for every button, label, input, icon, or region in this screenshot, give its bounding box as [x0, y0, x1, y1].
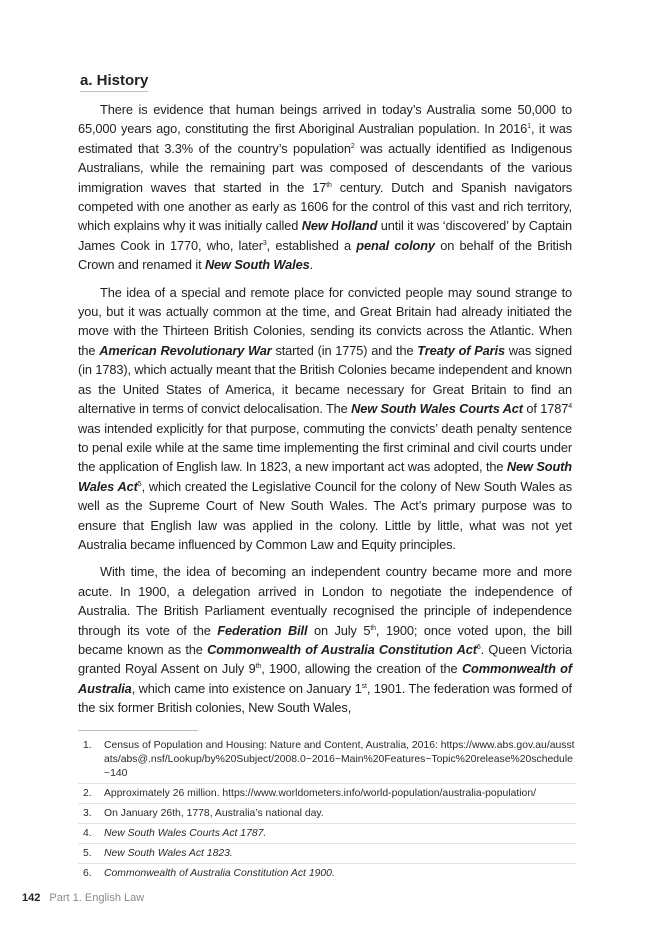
emphasis-term: New South Wales — [204, 257, 310, 273]
footnote-item — [78, 844, 576, 864]
footnote-ref: 4 — [568, 403, 573, 411]
text-run: , 1901. The federation was formed of the six former British colonies, New South Wales, — [78, 680, 572, 716]
page-number: 142 — [22, 892, 41, 904]
footnote-ref: th — [255, 663, 262, 671]
footnote-ref: 3 — [262, 239, 267, 247]
footnote-text: New South Wales Courts Act 1787. — [104, 827, 267, 839]
paragraph — [78, 562, 572, 717]
emphasis — [205, 257, 310, 272]
emphasis-term: Commonwealth of Australia Constitution Act — [207, 641, 477, 657]
footnote-number: 1. — [83, 739, 92, 751]
text-run: started (in 1775) and the — [271, 342, 418, 358]
section-heading: a. History — [80, 72, 148, 92]
text-run: was actually identified as Indigenous Australians, while the remaining part was composed of descendants of the various immigration waves that started in the 17 — [78, 140, 572, 195]
emphasis-term: New South Wales Courts Act — [351, 401, 523, 417]
text-run: . Queen Victoria granted Royal Assent on July 9 — [78, 641, 572, 677]
text-run: was signed (in 1783), which actually meant that the British Colonies became independent and known as the United States of America, it became necessary for Great Britain to find an alternative in terms of convict delocalisation. The — [78, 342, 572, 417]
emphasis-term: New Holland — [301, 218, 378, 234]
footnote-item — [78, 736, 576, 784]
running-title: Part 1. English Law — [49, 892, 145, 904]
footnote-item — [78, 784, 576, 804]
text-run: on July 5 — [307, 622, 371, 638]
emphasis — [99, 343, 271, 358]
footnote-number: 4. — [83, 827, 92, 839]
emphasis — [356, 238, 435, 253]
text-run: The idea of a special and remote place for convicted people may sound strange to you, but it was actually common at the time, and Great Britain had already initiated the move with the Thirteen British Colonies, sending its convicts across the Atlantic. When the — [78, 284, 572, 358]
footnote-number: 5. — [83, 847, 92, 859]
footnote-text: On January 26th, 1778, Australia’s national day. — [104, 807, 324, 819]
footnote-item — [78, 804, 576, 824]
text-run: , 1900, allowing the creation of the — [261, 661, 462, 677]
emphasis-term: American Revolutionary War — [99, 342, 272, 358]
page-body — [78, 72, 572, 726]
footnote-ref: th — [326, 181, 332, 189]
emphasis — [217, 623, 307, 638]
text-run: was intended explicitly for that purpose, commuting the convicts’ death penalty sentence to penal exile while at the same time implementing the first criminal and civil courts under the application of English law. In 1823, a new important act was adopted, the — [78, 420, 572, 475]
text-run: of 1787 — [522, 401, 569, 417]
emphasis — [207, 642, 477, 657]
footnote-text: Census of Population and Housing: Nature and Content, Australia, 2016: https://www.abs.gov.au/ausstats/abs@.nsf/Lookup/by%20Subject/2008.0~2016~Main%20Features~Topic%20release%20schedule~140 — [104, 739, 575, 779]
footnote-ref: th — [370, 624, 376, 632]
emphasis-term: Federation Bill — [217, 622, 308, 638]
footnote-number: 6. — [83, 867, 92, 879]
footnote-item — [78, 824, 576, 844]
footnote-number: 2. — [83, 787, 92, 799]
emphasis — [302, 218, 378, 233]
footnote-ref: st — [361, 682, 367, 690]
emphasis — [417, 343, 505, 358]
paragraph — [78, 283, 572, 555]
emphasis-term: Commonwealth of Australia — [78, 661, 572, 696]
footnote-item — [78, 864, 576, 883]
text-run: , it was estimated that 3.3% of the country’s population — [78, 121, 572, 156]
text-run: , which came into existence on January 1 — [131, 680, 362, 696]
footnote-ref: 6 — [476, 643, 481, 651]
emphasis-term: New South Wales Act — [78, 459, 572, 494]
footnotes-list — [78, 736, 576, 883]
footnote-ref: 2 — [350, 142, 355, 150]
emphasis-term: Treaty of Paris — [417, 342, 505, 358]
paragraph — [78, 100, 572, 275]
text-run: century. Dutch and Spanish navigators competed with one another as early as 1606 for the control of this vast and rich territory, which explains why it was initially called — [78, 179, 573, 234]
emphasis-term: penal colony — [356, 237, 435, 253]
footnote-ref: 5 — [137, 480, 142, 488]
body-text — [78, 100, 572, 718]
text-run: , established a — [266, 237, 357, 253]
text-run: until it was ‘discovered’ by Captain James Cook in 1770, who, later — [78, 218, 573, 253]
text-run: , which created the Legislative Council for the colony of New South Wales as well as the Supreme Court of New South Wales. The Act’s primary purpose was to ensure that English law was applied in the colony. Little by little, what was not yet Australia became influenced by Common Law and Equity principles. — [78, 478, 573, 552]
text-run: With time, the idea of becoming an independent country became more and more acute. In 1900, a delegation arrived in London to negotiate the independence of Australia. The British Parliament eventually recognised the principle of independence through its vote of the — [78, 564, 572, 638]
footnote-text: New South Wales Act 1823. — [104, 847, 233, 859]
footnote-text: Approximately 26 million. https://www.worldometers.info/world-population/australia-population/ — [104, 787, 536, 799]
footnote-ref: 1 — [527, 123, 531, 131]
footnote-text: Commonwealth of Australia Constitution Act 1900. — [104, 867, 335, 879]
text-run: on behalf of the British Crown and renamed it — [78, 237, 572, 273]
text-run: , 1900; once voted upon, the bill became known as the — [78, 622, 572, 657]
footnote-number: 3. — [83, 807, 92, 819]
text-run: There is evidence that human beings arrived in today’s Australia some 50,000 to 65,000 years ago, constituting the first Aboriginal Australian population. In 2016 — [78, 102, 572, 137]
emphasis — [351, 401, 523, 416]
text-run: . — [309, 257, 313, 273]
footnote-divider — [78, 730, 198, 731]
page-footer — [22, 892, 144, 904]
